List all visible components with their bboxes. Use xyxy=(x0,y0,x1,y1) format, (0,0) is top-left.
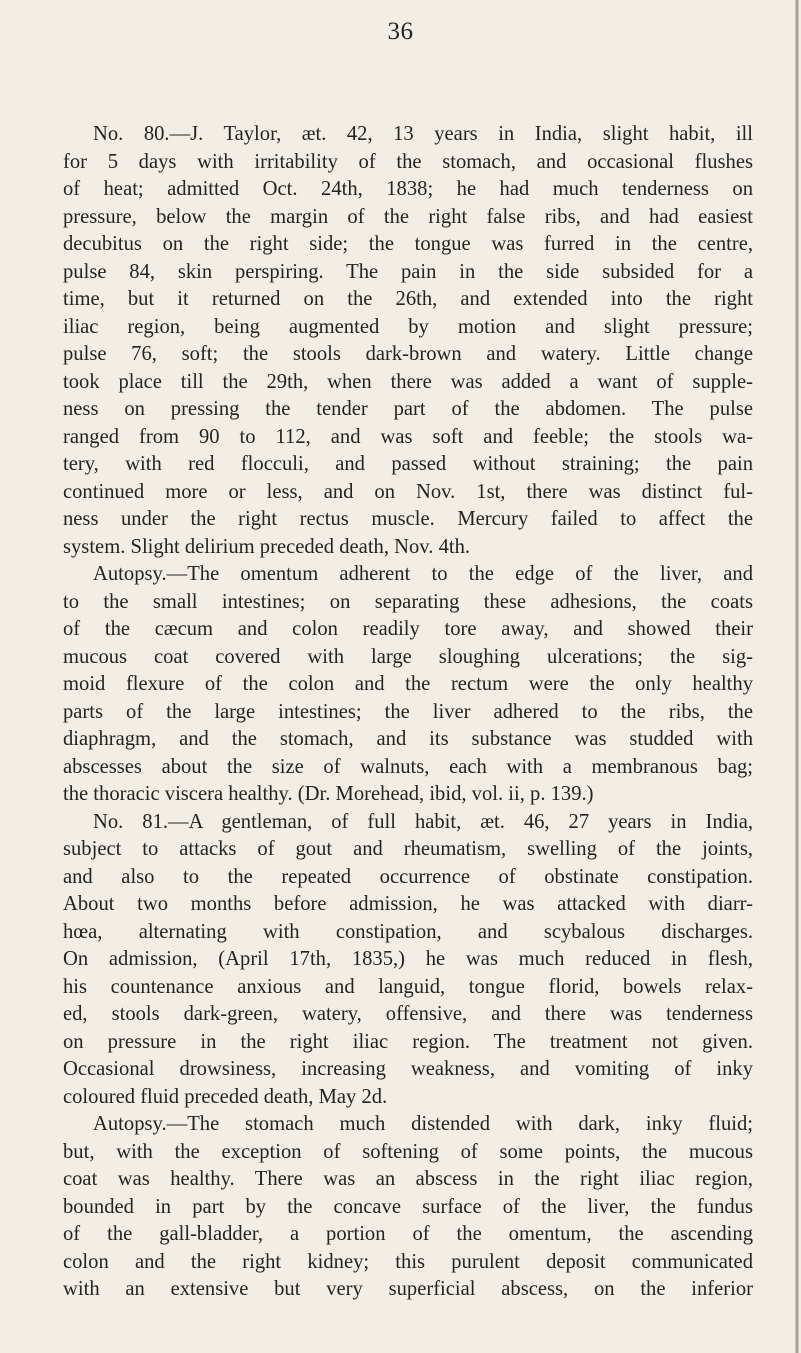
text-line: system. Slight delirium preceded death, Nov. 4th. xyxy=(63,535,471,558)
text-line: ness on pressing the tender part of the abdomen. The pulse xyxy=(63,398,753,420)
text-line: pulse 76, soft; the stools dark-brown and watery. Little change xyxy=(63,343,753,365)
text-line: pulse 84, skin perspiring. The pain in the side subsided for a xyxy=(63,260,753,283)
text-line: for 5 days with irritability of the stomach, and occasional flushes xyxy=(63,150,753,173)
paragraph-autopsy-80 xyxy=(63,561,753,809)
text-line: coat was healthy. There was an abscess in the right iliac region, xyxy=(63,1168,753,1190)
text-line: ranged from 90 to 112, and was soft and feeble; the stools wa- xyxy=(63,425,753,448)
text-line: On admission, (April 17th, 1835,) he was much reduced in flesh, xyxy=(63,948,753,970)
text-line: decubitus on the right side; the tongue was furred in the centre, xyxy=(63,233,753,255)
text-line: abscesses about the size of walnuts, each with a membranous bag; xyxy=(63,755,753,778)
text-line: No. 81.—A gentleman, of full habit, æt. 46, 27 years in India, xyxy=(93,810,753,833)
text-line: Autopsy.—The stomach much distended with dark, inky fluid; xyxy=(93,1113,753,1135)
text-line: No. 80.—J. Taylor, æt. 42, 13 years in India, slight habit, ill xyxy=(93,123,753,145)
page-number: 36 xyxy=(387,18,414,45)
page-edge-rule xyxy=(795,0,799,1353)
text-line: mucous coat covered with large sloughing ulcerations; the sig- xyxy=(63,645,753,668)
text-line: tery, with red flocculi, and passed without straining; the pain xyxy=(63,453,753,475)
text-line: continued more or less, and on Nov. 1st, there was distinct ful- xyxy=(63,480,753,503)
text-line: iliac region, being augmented by motion and slight pressure; xyxy=(63,315,753,338)
paragraph-case-81 xyxy=(63,809,753,1112)
paragraph-autopsy-81 xyxy=(63,1111,753,1304)
text-line: the thoracic viscera healthy. (Dr. Morehead, ibid, vol. ii, p. 139.) xyxy=(63,783,594,805)
text-line: Occasional drowsiness, increasing weakness, and vomiting of inky xyxy=(63,1058,753,1080)
text-line: of the gall-bladder, a portion of the omentum, the ascending xyxy=(63,1223,753,1245)
text-line: moid flexure of the colon and the rectum were the only healthy xyxy=(63,673,753,695)
text-line: subject to attacks of gout and rheumatism, swelling of the joints, xyxy=(63,838,753,860)
text-line: ed, stools dark-green, watery, offensive, and there was tenderness xyxy=(63,1003,753,1025)
paragraph-case-80 xyxy=(63,121,753,561)
text-line: but, with the exception of softening of some points, the mucous xyxy=(63,1140,753,1163)
text-line: time, but it returned on the 26th, and extended into the right xyxy=(63,288,753,310)
text-line: coloured fluid preceded death, May 2d. xyxy=(63,1085,388,1108)
text-line: of the cæcum and colon readily tore away, and showed their xyxy=(63,618,753,640)
text-line: to the small intestines; on separating these adhesions, the coats xyxy=(63,590,753,613)
text-line: of heat; admitted Oct. 24th, 1838; he had much tenderness on xyxy=(63,178,753,200)
text-line: parts of the large intestines; the liver adhered to the ribs, the xyxy=(63,700,753,723)
text-line: took place till the 29th, when there was added a want of supple- xyxy=(63,370,753,393)
text-line: on pressure in the right iliac region. The treatment not given. xyxy=(63,1030,753,1053)
text-line: hœa, alternating with constipation, and scybalous discharges. xyxy=(63,920,753,943)
text-line: colon and the right kidney; this purulent deposit communicated xyxy=(63,1250,753,1273)
text-line: diaphragm, and the stomach, and its substance was studded with xyxy=(63,728,753,750)
text-line: his countenance anxious and languid, tongue florid, bowels relax- xyxy=(63,975,753,998)
text-line: Autopsy.—The omentum adherent to the edge of the liver, and xyxy=(93,563,753,585)
text-line: bounded in part by the concave surface of the liver, the fundus xyxy=(63,1195,753,1218)
text-line: with an extensive but very superficial abscess, on the inferior xyxy=(63,1278,753,1300)
text-line: About two months before admission, he was attacked with diarr- xyxy=(63,893,753,915)
body-text xyxy=(63,121,753,1304)
text-line: and also to the repeated occurrence of obstinate constipation. xyxy=(63,865,753,888)
text-line: pressure, below the margin of the right false ribs, and had easiest xyxy=(63,205,753,228)
text-line: ness under the right rectus muscle. Mercury failed to affect the xyxy=(63,508,753,530)
